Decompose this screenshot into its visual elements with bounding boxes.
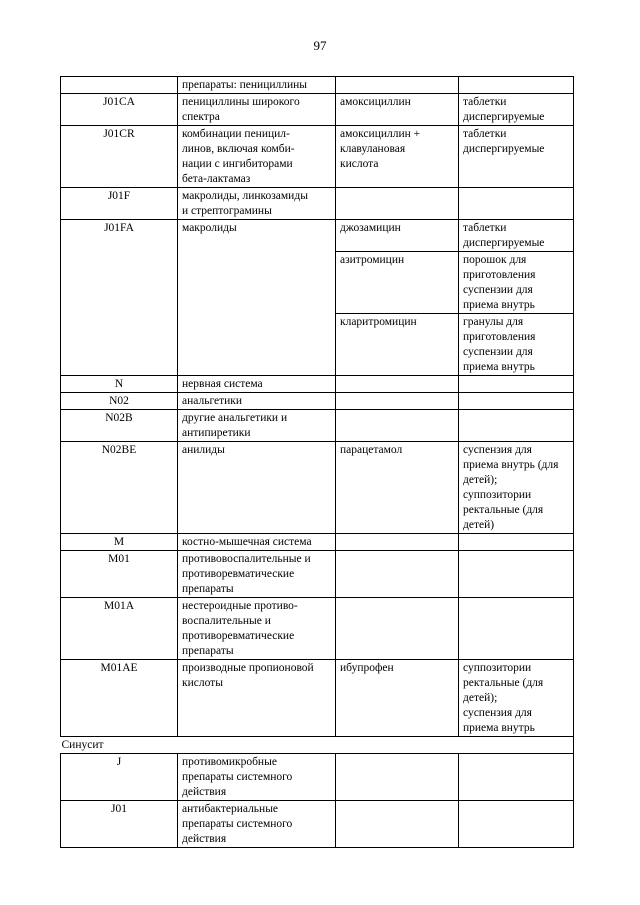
table-row bbox=[61, 801, 574, 848]
atc-code: J01 bbox=[61, 801, 178, 848]
drug-group: анилиды bbox=[178, 442, 336, 534]
drug-group: производные пропионовой кислоты bbox=[178, 660, 336, 737]
drug-name: кларитромицин bbox=[336, 314, 459, 376]
drug-name bbox=[336, 376, 459, 393]
drug-group: противовоспалительные и противоревматические препараты bbox=[178, 551, 336, 598]
atc-code: J01FA bbox=[61, 220, 178, 376]
drug-table bbox=[60, 76, 574, 848]
dosage-form: суппозитории ректальные (для детей); суспензия для приема внутрь bbox=[459, 660, 574, 737]
dosage-form bbox=[459, 410, 574, 442]
atc-code: J01CR bbox=[61, 126, 178, 188]
atc-code: N bbox=[61, 376, 178, 393]
atc-code: M01 bbox=[61, 551, 178, 598]
dosage-form: таблетки диспергируемые bbox=[459, 126, 574, 188]
atc-code: N02BE bbox=[61, 442, 178, 534]
drug-name bbox=[336, 551, 459, 598]
dosage-form: таблетки диспергируемые bbox=[459, 220, 574, 252]
drug-name bbox=[336, 188, 459, 220]
drug-name: амоксициллин bbox=[336, 94, 459, 126]
dosage-form: суспензия для приема внутрь (для детей); суппозитории ректальные (для детей) bbox=[459, 442, 574, 534]
atc-code: J01F bbox=[61, 188, 178, 220]
drug-name: амоксициллин + клавулановая кислота bbox=[336, 126, 459, 188]
atc-code bbox=[61, 77, 178, 94]
drug-name bbox=[336, 801, 459, 848]
drug-group: анальгетики bbox=[178, 393, 336, 410]
drug-name bbox=[336, 754, 459, 801]
dosage-form bbox=[459, 754, 574, 801]
drug-group: антибактериальные препараты системного действия bbox=[178, 801, 336, 848]
atc-code: M bbox=[61, 534, 178, 551]
section-heading: Синусит bbox=[61, 737, 574, 754]
drug-name: джозамицин bbox=[336, 220, 459, 252]
dosage-form: гранулы для приготовления суспензии для приема внутрь bbox=[459, 314, 574, 376]
drug-group: нестероидные противо- воспалительные и противоревматические препараты bbox=[178, 598, 336, 660]
table-row bbox=[61, 660, 574, 737]
atc-code: J bbox=[61, 754, 178, 801]
atc-code: J01CA bbox=[61, 94, 178, 126]
table-row bbox=[61, 598, 574, 660]
drug-name: азитромицин bbox=[336, 252, 459, 314]
table-row bbox=[61, 551, 574, 598]
table-row bbox=[61, 220, 574, 252]
dosage-form bbox=[459, 551, 574, 598]
section-row bbox=[61, 737, 574, 754]
drug-group: препараты: пенициллины bbox=[178, 77, 336, 94]
page-number: 97 bbox=[313, 38, 327, 53]
drug-group: комбинации пеницил- линов, включая комби- нации с ингибиторами бета-лактамаз bbox=[178, 126, 336, 188]
drug-group: другие анальгетики и антипиретики bbox=[178, 410, 336, 442]
drug-group: противомикробные препараты системного действия bbox=[178, 754, 336, 801]
table-row bbox=[61, 77, 574, 94]
drug-group: нервная система bbox=[178, 376, 336, 393]
table-row bbox=[61, 126, 574, 188]
dosage-form bbox=[459, 598, 574, 660]
table-row bbox=[61, 410, 574, 442]
drug-group: пенициллины широкого спектра bbox=[178, 94, 336, 126]
table-row bbox=[61, 94, 574, 126]
table-row bbox=[61, 534, 574, 551]
dosage-form: порошок для приготовления суспензии для приема внутрь bbox=[459, 252, 574, 314]
drug-name bbox=[336, 393, 459, 410]
dosage-form bbox=[459, 801, 574, 848]
drug-name bbox=[336, 534, 459, 551]
drug-group: макролиды bbox=[178, 220, 336, 376]
atc-code: M01A bbox=[61, 598, 178, 660]
dosage-form bbox=[459, 534, 574, 551]
table-row bbox=[61, 754, 574, 801]
drug-name bbox=[336, 410, 459, 442]
dosage-form bbox=[459, 393, 574, 410]
drug-name: парацетамол bbox=[336, 442, 459, 534]
drug-name bbox=[336, 77, 459, 94]
drug-group: костно-мышечная система bbox=[178, 534, 336, 551]
table-row bbox=[61, 376, 574, 393]
atc-code: N02 bbox=[61, 393, 178, 410]
drug-name bbox=[336, 598, 459, 660]
drug-name: ибупрофен bbox=[336, 660, 459, 737]
dosage-form bbox=[459, 188, 574, 220]
table-row bbox=[61, 393, 574, 410]
drug-group: макролиды, линкозамиды и стрептограмины bbox=[178, 188, 336, 220]
dosage-form bbox=[459, 376, 574, 393]
dosage-form bbox=[459, 77, 574, 94]
atc-code: N02B bbox=[61, 410, 178, 442]
atc-code: M01AE bbox=[61, 660, 178, 737]
dosage-form: таблетки диспергируемые bbox=[459, 94, 574, 126]
table-row bbox=[61, 442, 574, 534]
table-row bbox=[61, 188, 574, 220]
